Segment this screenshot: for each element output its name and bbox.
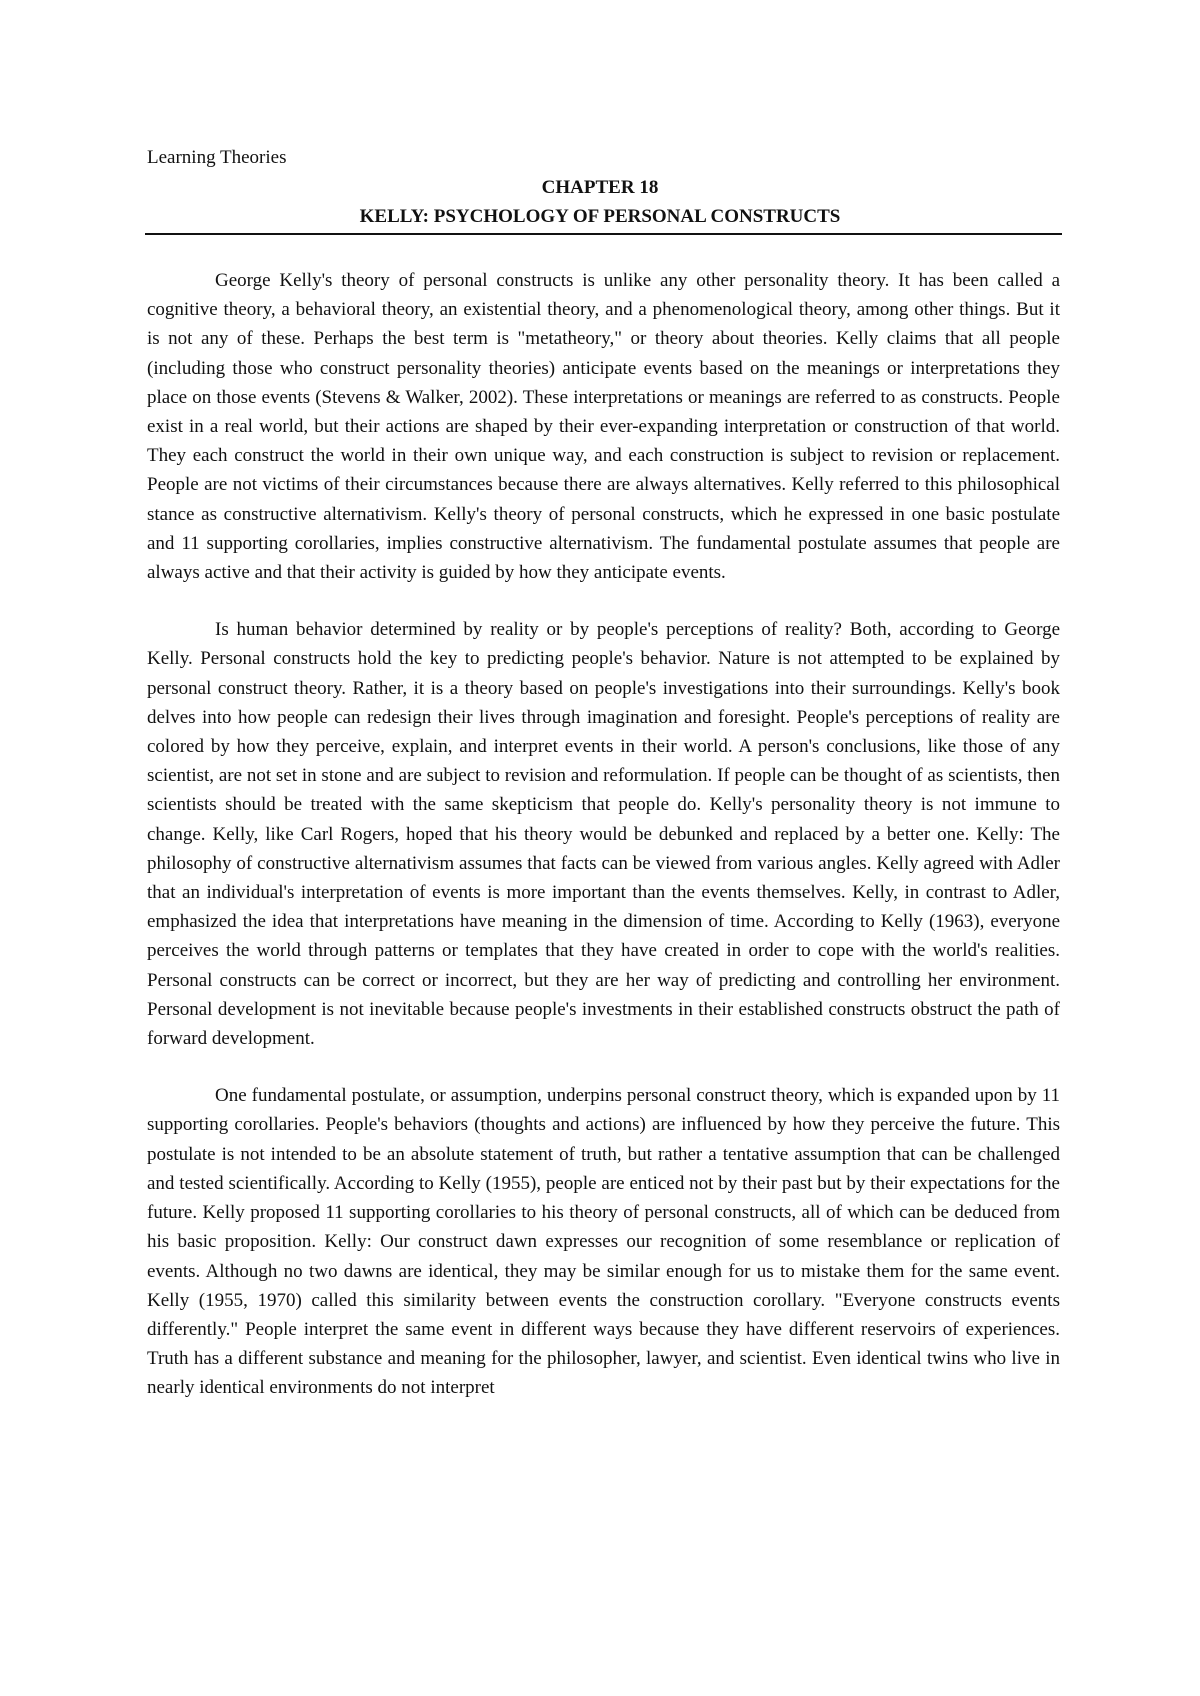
chapter-number: CHAPTER 18 <box>541 177 659 198</box>
paragraph-2: Is human behavior determined by reality or by people's perceptions of reality? Both, according to George Kelly. Personal constructs hold the key to predicting people's behavior. Nature is not attempted to be explained by personal construct theory. Rather, it is a theory based on people's investigations into their surroundings. Kelly's book delves into how people can redesign their lives through imagination and foresight. People's perceptions of reality are colored by how they perceive, explain, and interpret events in their world. A person's conclusions, like those of any scientist, are not set in stone and are subject to revision and reformulation. If people can be thought of as scientists, then scientists should be treated with the same skepticism that people do. Kelly's personality theory is not immune to change. Kelly, like Carl Rogers, hoped that his theory would be debunked and replaced by a better one. Kelly: The philosophy of constructive alternativism assumes that facts can be viewed from various angles. Kelly agreed with Adler that an individual's interpretation of events is more important than the events themselves. Kelly, in contrast to Adler, emphasized the idea that interpretations have meaning in the dimension of time. According to Kelly (1963), everyone perceives the world through patterns or templates that they have created in order to cope with the world's realities. Personal constructs can be correct or incorrect, but they are her way of predicting and controlling her environment. Personal development is not inevitable because people's investments in their established constructs obstruct the path of forward development. <box>147 619 1060 1050</box>
paragraph-3: One fundamental postulate, or assumption, underpins personal construct theory, which is expanded upon by 11 supporting corollaries. People's behaviors (thoughts and actions) are influenced by how they perceive the future. This postulate is not intended to be an absolute statement of truth, but rather a tentative assumption that can be challenged and tested scientifically. According to Kelly (1955), people are enticed not by their past but by their expectations for the future. Kelly proposed 11 supporting corollaries to his theory of personal constructs, all of which can be deduced from his basic proposition. Kelly: Our construct dawn expresses our recognition of some resemblance or replication of events. Although no two dawns are identical, they may be similar enough for us to mistake them for the same event. Kelly (1955, 1970) called this similarity between events the construction corollary. "Everyone constructs events differently." People interpret the same event in different ways because they have different reservoirs of experiences. Truth has a different substance and meaning for the philosopher, lawyer, and scientist. Even identical twins who live in nearly identical environments do not interpret <box>147 1085 1060 1399</box>
running-head: Learning Theories <box>147 147 287 168</box>
chapter-title: KELLY: PSYCHOLOGY OF PERSONAL CONSTRUCTS <box>359 206 841 227</box>
body-text <box>147 266 1060 1431</box>
paragraph-1: George Kelly's theory of personal constructs is unlike any other personality theory. It has been called a cognitive theory, a behavioral theory, an existential theory, and a phenomenological theory, among other things. But it is not any of these. Perhaps the best term is "metatheory," or theory about theories. Kelly claims that all people (including those who construct personality theories) anticipate events based on the meanings or interpretations they place on those events (Stevens & Walker, 2002). These interpretations or meanings are referred to as constructs. People exist in a real world, but their actions are shaped by their ever-expanding interpretation or construction of that world. They each construct the world in their own unique way, and each construction is subject to revision or replacement. People are not victims of their circumstances because there are always alternatives. Kelly referred to this philosophical stance as constructive alternativism. Kelly's theory of personal constructs, which he expressed in one basic postulate and 11 supporting corollaries, implies constructive alternativism. The fundamental postulate assumes that people are always active and that their activity is guided by how they anticipate events. <box>147 270 1060 584</box>
title-underline-rule <box>145 233 1062 235</box>
